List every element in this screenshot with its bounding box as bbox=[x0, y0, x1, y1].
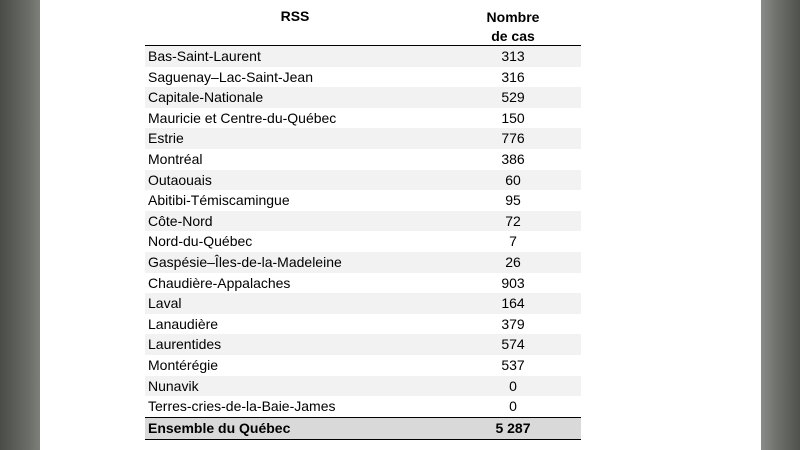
region-name: Capitale-Nationale bbox=[148, 89, 264, 106]
table-row bbox=[145, 108, 581, 129]
region-name: Montréal bbox=[148, 150, 203, 167]
case-count: 529 bbox=[501, 89, 525, 106]
total-label: Ensemble du Québec bbox=[148, 419, 291, 436]
case-count: 150 bbox=[501, 109, 525, 126]
table-row bbox=[145, 149, 581, 170]
region-name: Nord-du-Québec bbox=[148, 233, 253, 250]
region-name: Bas-Saint-Laurent bbox=[148, 48, 261, 64]
case-count: 537 bbox=[501, 356, 525, 373]
case-count: 0 bbox=[509, 377, 517, 394]
region-name: Chaudière-Appalaches bbox=[148, 274, 291, 291]
case-count: 0 bbox=[509, 398, 517, 415]
case-count: 164 bbox=[501, 295, 525, 312]
table-row bbox=[145, 355, 581, 376]
table-row bbox=[145, 170, 581, 191]
table-row bbox=[145, 376, 581, 397]
slide bbox=[40, 0, 761, 450]
table-row bbox=[145, 314, 581, 335]
case-count: 26 bbox=[505, 253, 521, 270]
case-count: 776 bbox=[501, 130, 525, 147]
table-row bbox=[145, 46, 581, 67]
total-value: 5 287 bbox=[495, 419, 531, 436]
table-row bbox=[145, 87, 581, 108]
case-count: 386 bbox=[501, 150, 525, 167]
table-row bbox=[145, 273, 581, 294]
table-header bbox=[145, 6, 581, 46]
region-name: Estrie bbox=[148, 130, 184, 147]
region-name: Montérégie bbox=[148, 356, 219, 373]
case-count: 72 bbox=[505, 212, 521, 229]
region-name: Lanaudière bbox=[148, 315, 219, 332]
header-cases-line1: Nombre bbox=[486, 9, 540, 25]
background-left-panel bbox=[0, 0, 40, 450]
table-row bbox=[145, 211, 581, 232]
table-row bbox=[145, 190, 581, 211]
region-name: Gaspésie–Îles-de-la-Madeleine bbox=[148, 253, 342, 270]
table-row bbox=[145, 252, 581, 273]
case-count: 60 bbox=[505, 171, 521, 188]
table-row bbox=[145, 128, 581, 149]
case-count: 95 bbox=[505, 192, 521, 209]
case-count: 7 bbox=[509, 233, 517, 250]
region-name: Côte-Nord bbox=[148, 212, 213, 229]
case-count: 316 bbox=[501, 68, 525, 85]
region-name: Mauricie et Centre-du-Québec bbox=[148, 109, 337, 126]
region-name: Nunavik bbox=[148, 377, 199, 394]
region-name: Laval bbox=[148, 295, 182, 312]
header-rss: RSS bbox=[280, 8, 310, 24]
region-name: Abitibi-Témiscamingue bbox=[148, 192, 290, 209]
table-row bbox=[145, 334, 581, 355]
table-row bbox=[145, 67, 581, 88]
case-count: 903 bbox=[501, 274, 525, 291]
case-count: 313 bbox=[501, 48, 525, 64]
case-count: 379 bbox=[501, 315, 525, 332]
total-row bbox=[145, 417, 581, 440]
region-name: Terres-cries-de-la-Baie-James bbox=[148, 398, 336, 415]
region-name: Laurentides bbox=[148, 336, 222, 353]
header-cases bbox=[445, 8, 581, 46]
table-body bbox=[145, 46, 581, 417]
background-right-panel bbox=[761, 0, 800, 450]
region-name: Saguenay–Lac-Saint-Jean bbox=[148, 68, 314, 85]
cases-table bbox=[145, 6, 581, 440]
region-name: Outaouais bbox=[148, 171, 212, 188]
table-row bbox=[145, 293, 581, 314]
table-row bbox=[145, 396, 581, 417]
table-row bbox=[145, 231, 581, 252]
header-cases-line2: de cas bbox=[491, 28, 535, 44]
case-count: 574 bbox=[501, 336, 525, 353]
